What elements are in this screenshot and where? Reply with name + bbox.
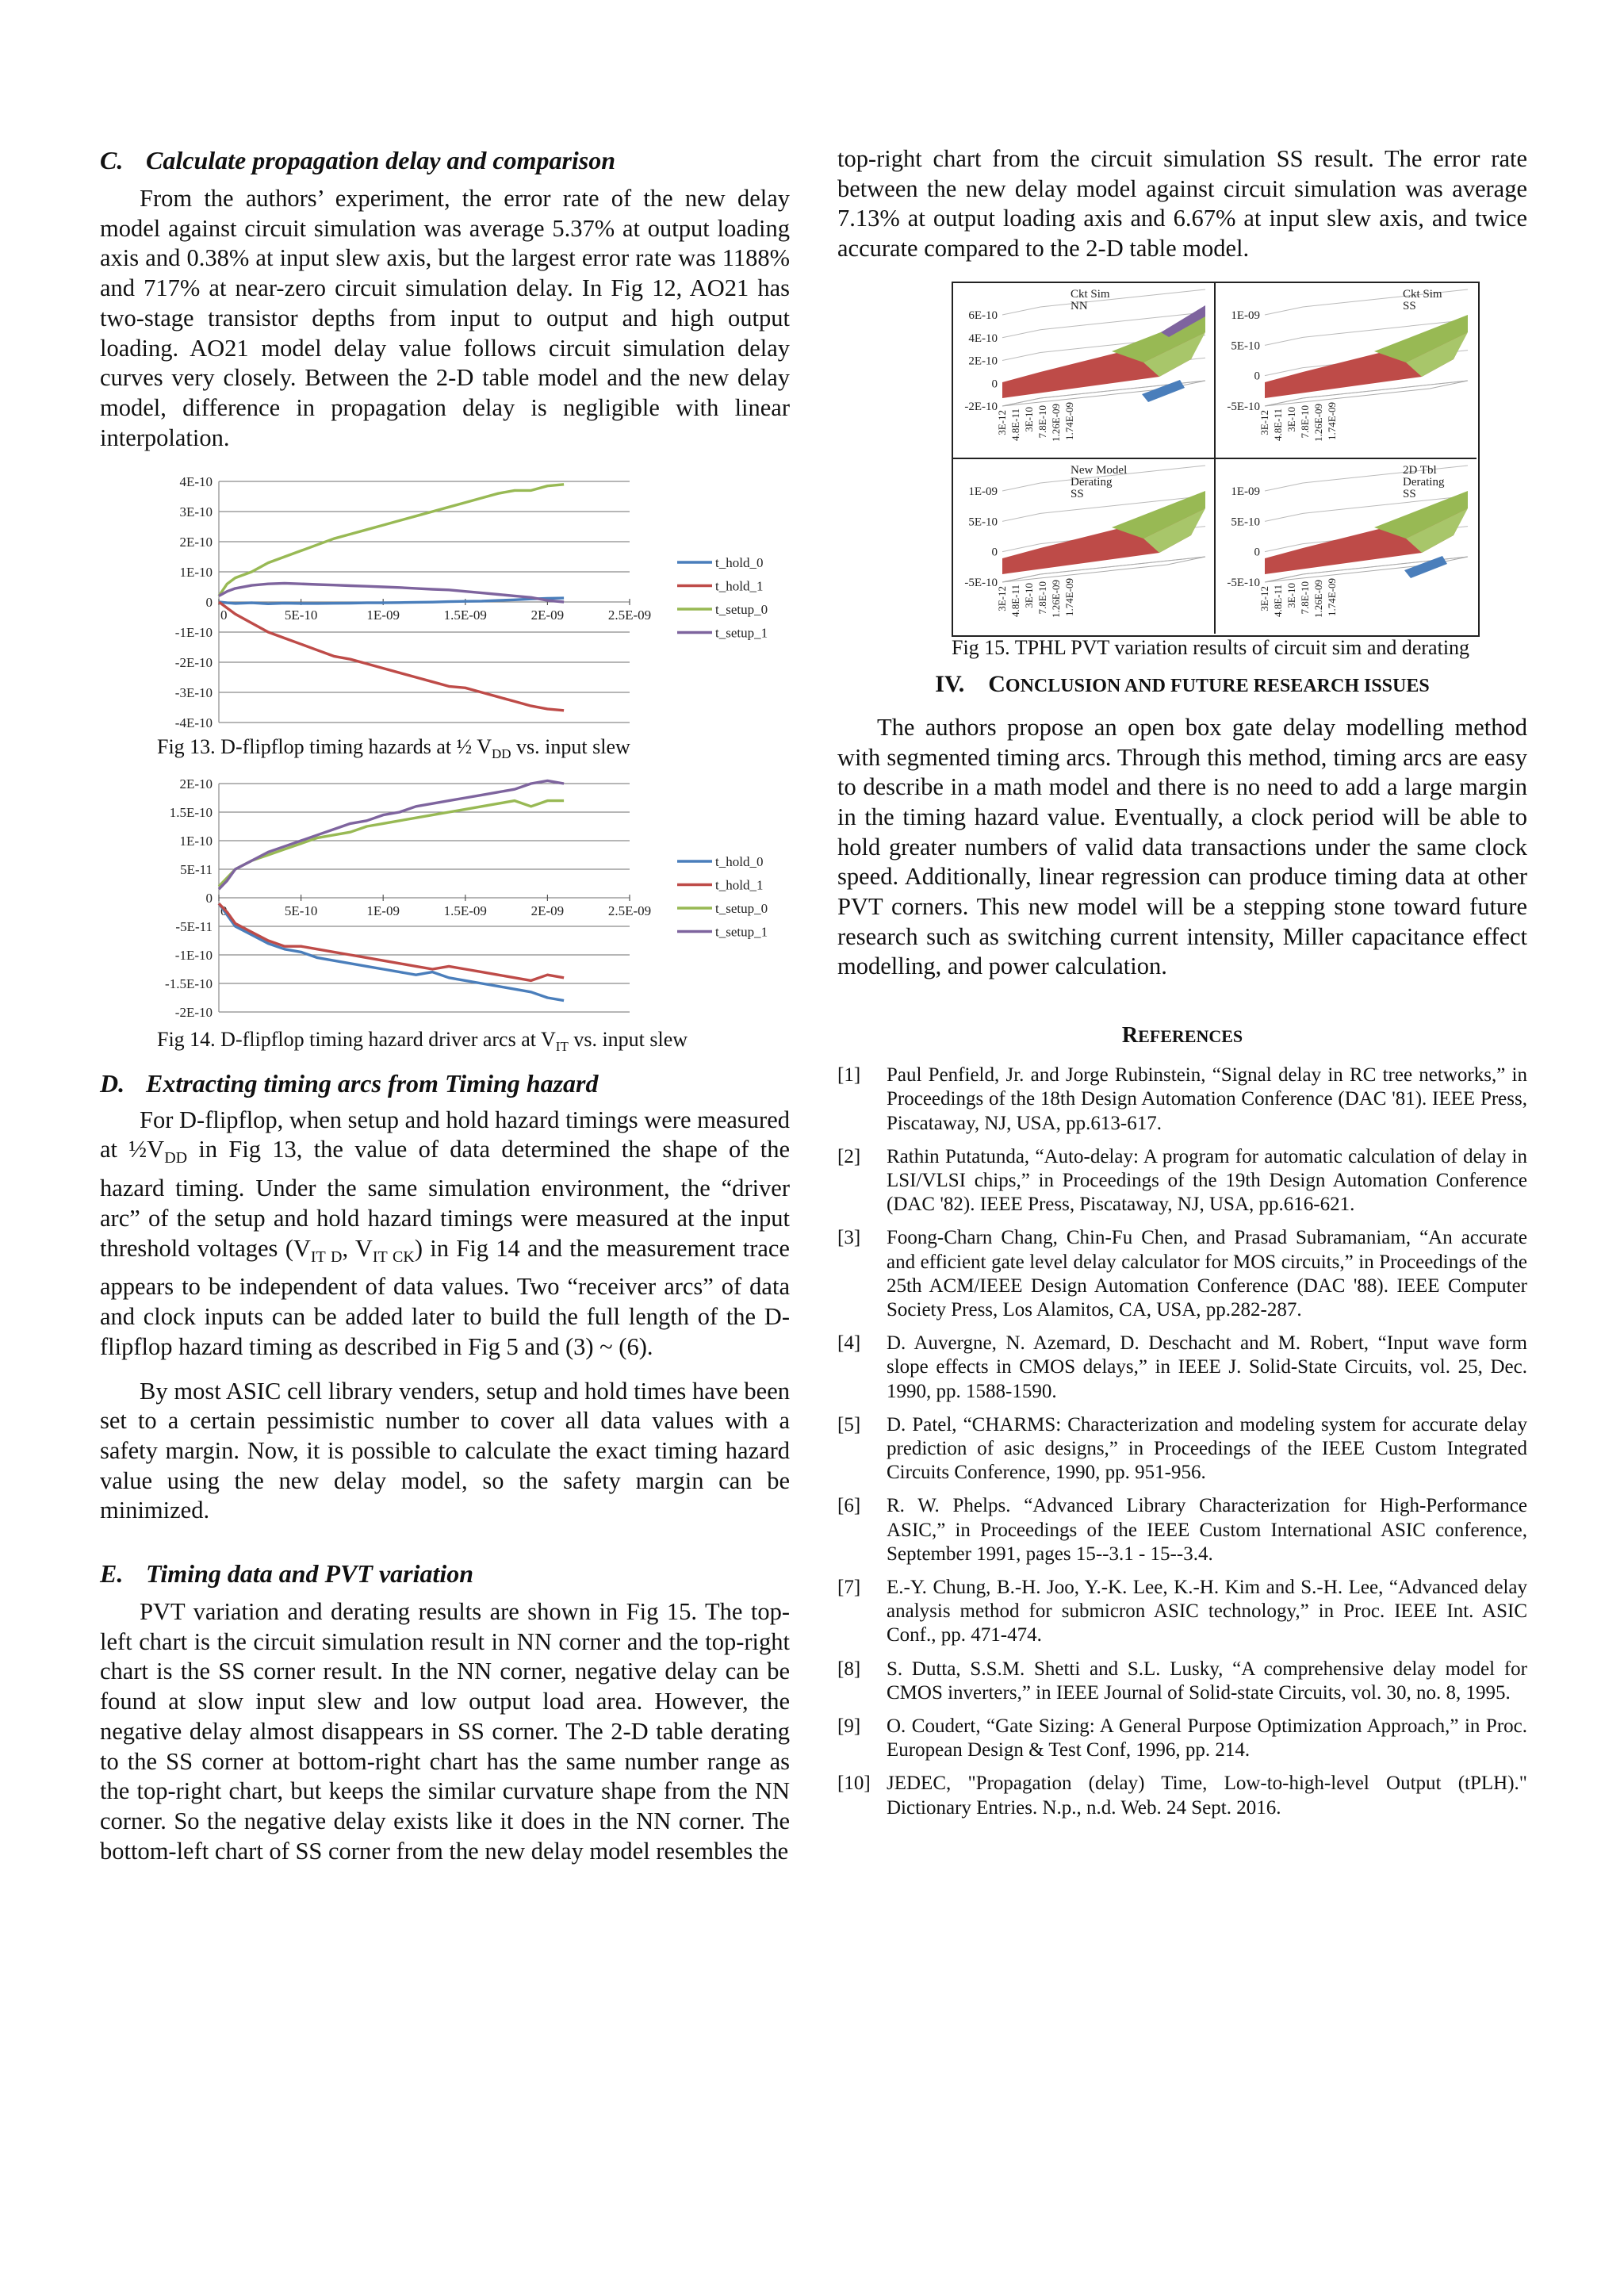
x-tick-label: 1E-09 (366, 608, 400, 623)
z-tick-label: 0 (1254, 370, 1260, 383)
fig15-surface-chart (953, 283, 1214, 458)
fig14-caption-post: vs. input slew (568, 1027, 688, 1051)
x-tick-label: 1.26E-09 (1312, 579, 1324, 618)
reference-number: [5] (837, 1413, 861, 1435)
fig14-caption-text: Fig 14. D-flipflop timing hazard driver arcs at V (157, 1027, 556, 1051)
legend-label: t_setup_1 (715, 924, 768, 940)
z-tick-label: 5E-10 (1231, 339, 1260, 353)
y-tick-label: 3E-10 (179, 504, 213, 520)
fig15-panel (1216, 459, 1477, 634)
z-tick-label: 0 (991, 546, 998, 559)
z-tick-label: 0 (991, 378, 998, 391)
reference-item (837, 1576, 1527, 1648)
legend-label: t_setup_0 (715, 602, 768, 618)
fig15-panel-grid (952, 282, 1480, 637)
x-tick-label: 1.74E-09 (1326, 401, 1338, 440)
x-tick-label: 2.5E-09 (607, 608, 652, 623)
vit-ck-subscript: IT CK (372, 1248, 415, 1266)
wall-gridline (1002, 513, 1040, 521)
x-tick-label: 7.8E-10 (1036, 581, 1048, 615)
wall-gridline (1303, 289, 1468, 307)
x-tick-label: 3E-10 (1285, 406, 1297, 432)
y-tick-label: -5E-11 (175, 918, 213, 934)
y-tick-label: 0 (205, 890, 213, 906)
section-e-continuation: top-right chart from the circuit simulation SS result. The error rate between the new delay model against circuit simulation was average 7.13% at output loading axis and 6.67% at input slew axis, and twice accurate compared to the 2-D table model. (837, 145, 1527, 263)
x-tick-label: 3E-12 (1258, 585, 1270, 611)
fig14-chart (100, 772, 790, 1025)
wall-gridline (1265, 483, 1303, 491)
references-heading (837, 1020, 1527, 1052)
section-d-heading (100, 1068, 790, 1099)
fig15-panel (953, 283, 1216, 459)
vit-d-subscript: IT D (310, 1248, 343, 1266)
reference-item (837, 1715, 1527, 1762)
x-tick-label: 5E-10 (284, 903, 318, 918)
reference-text: R. W. Phelps. “Advanced Library Characterization for High-Performance ASIC,” in Proceedings of the IEEE Custom International ASIC conference, September 1991, pages 15--3.1 - 15--3.4. (887, 1495, 1527, 1565)
wall-gridline (1002, 483, 1040, 491)
z-tick-label: -5E-10 (1227, 400, 1260, 413)
reference-number: [7] (837, 1577, 861, 1598)
series-line-t_setup_0 (219, 485, 564, 596)
panel-title-line2: Derating (1071, 475, 1113, 489)
reference-text: D. Auvergne, N. Azemard, D. Deschacht and M. Robert, “Input wave form slope effects in CMOS delays,” in IEEE J. Solid-State Circuits, vol. 25, Dec. 1990, pp. 1588-1590. (887, 1332, 1527, 1402)
panel-title-line1: 2D Tbl (1403, 463, 1437, 477)
x-tick-label: 1.74E-09 (1326, 577, 1338, 616)
z-tick-label: 1E-09 (1231, 485, 1260, 498)
section-e-number: E. (100, 1559, 124, 1589)
z-tick-label: 5E-10 (1231, 516, 1260, 529)
section-e-title: Timing data and PVT variation (146, 1559, 474, 1589)
x-tick-label: 4.8E-11 (1009, 408, 1021, 441)
y-tick-label: 1E-10 (179, 565, 213, 581)
series-line-t_hold_0 (219, 598, 564, 604)
y-tick-label: -1E-10 (174, 947, 213, 963)
x-tick-label: 1.26E-09 (1050, 579, 1062, 618)
reference-item (837, 1772, 1527, 1819)
legend-label: t_hold_0 (715, 555, 764, 571)
wall-gridline (1002, 307, 1040, 315)
z-tick-label: 1E-09 (1231, 309, 1260, 322)
reference-number: [10] (837, 1773, 871, 1795)
panel-title-line1: Ckt Sim (1071, 287, 1110, 301)
panel-title-line2: NN (1071, 299, 1088, 312)
z-tick-label: -5E-10 (1227, 576, 1260, 589)
section-e-heading (100, 1558, 790, 1589)
fig15-caption: Fig 15. TPHL PVT variation results of circuit sim and derating (952, 635, 1470, 659)
section-c-number: C. (100, 146, 124, 174)
x-tick-label: 4.8E-11 (1272, 408, 1284, 441)
x-tick-label: 4.8E-11 (1272, 584, 1284, 617)
section-iv-title-first: C (988, 670, 1005, 697)
fig14-figure (100, 772, 790, 1060)
reference-item (837, 1226, 1527, 1322)
z-tick-label: 4E-10 (968, 332, 998, 345)
wall-gridline (1002, 330, 1040, 338)
x-tick-label: 4.8E-11 (1009, 584, 1021, 617)
z-tick-label: 5E-10 (968, 516, 998, 529)
x-tick-label: 3E-12 (996, 585, 1008, 611)
y-tick-label: 1.5E-10 (169, 804, 213, 820)
series-line-t_setup_1 (219, 780, 564, 889)
reference-item (837, 1064, 1527, 1136)
section-d-p1-part-c: , V (342, 1234, 373, 1262)
section-d-paragraph-1 (100, 1106, 790, 1363)
x-tick-label: 1.5E-09 (443, 903, 487, 918)
panel-title-line2: SS (1403, 299, 1416, 312)
reference-text: D. Patel, “CHARMS: Characterization and modeling system for accurate delay prediction of asic designs,” in Proceedings of the IEEE Custom Integrated Circuits Conference, 1990, pp. 951-956. (887, 1413, 1527, 1484)
reference-text: Foong-Charn Chang, Chin-Fu Chen, and Prasad Subramaniam, “An accurate and efficient gate level delay calculator for MOS circuits,” in Proceedings of the 25th ACM/IEEE Design Automation Conference (DAC '88). IEEE Computer Society Press, Los Alamitos, CA, USA, pp.282-287. (887, 1227, 1527, 1320)
x-tick-label: 3E-12 (1258, 409, 1270, 435)
reference-item (837, 1145, 1527, 1217)
section-d-title: Extracting timing arcs from Timing hazard (146, 1068, 599, 1098)
reference-text: Rathin Putatunda, “Auto-delay: A program for automatic calculation of delay in LSI/VLSI chips,” in Proceedings of the 19th Design Automation Conference (DAC '82). IEEE Press, Piscataway, NJ, USA, pp.616-621. (887, 1145, 1527, 1216)
x-tick-label: 2.5E-09 (607, 903, 652, 918)
fig15-surface-chart (1216, 283, 1477, 458)
fig15-panel (953, 459, 1216, 634)
section-iv-paragraph: The authors propose an open box gate delay modelling method with segmented timing arcs. Through this method, timing arcs are easy to describe in a math model and there is no need to add a large margin in the timing hazard value. Eventually, a clock period will be able to hold greater numbers of valid data transactions under the same clock speed. Additionally, linear regression can produce timing data at other PVT corners. This new model will be a stepping stone toward future research such as switching current intensity, Miller capacitance effect modelling, and power calculation. (837, 713, 1527, 980)
reference-text: JEDEC, "Propagation (delay) Time, Low-to-high-level Output (tPLH)." Dictionary Entries. N.p., n.d. Web. 24 Sept. 2016. (887, 1773, 1527, 1819)
fig13-caption-text: Fig 13. D-flipflop timing hazards at ½ V (157, 735, 492, 759)
y-tick-label: -1E-10 (174, 625, 213, 641)
reference-text: Paul Penfield, Jr. and Jorge Rubinstein, “Signal delay in RC tree networks,” in Proceedings of the 18th Design Automation Conference (DAC '81). IEEE Press, Piscataway, NJ, USA, pp.613-617. (887, 1064, 1527, 1134)
reference-text: S. Dutta, S.S.M. Shetti and S.L. Lusky, “A comprehensive delay model for CMOS inverters,” in IEEE Journal of Solid-state Circuits, vol. 30, no. 8, 1995. (887, 1658, 1527, 1704)
fig15-panel (1216, 283, 1477, 459)
x-tick-label: 2E-09 (530, 608, 565, 623)
y-tick-label: -2E-10 (174, 1004, 213, 1020)
reference-item (837, 1658, 1527, 1705)
wall-gridline (1265, 337, 1303, 345)
x-tick-label: 1.26E-09 (1050, 403, 1062, 442)
section-iv-number: IV. (935, 670, 965, 697)
vdd-subscript: DD (164, 1149, 188, 1167)
reference-number: [4] (837, 1332, 861, 1355)
x-tick-label: 3E-10 (1023, 582, 1035, 608)
section-d-p1-part-d: ) in Fig 14 and the measurement trace appears to be independent of data values. Two “receiver arcs” of data and clock inputs can be added later to build the full length of the D-flipflop hazard timing as described in Fig 5 and (3) ~ (6). (100, 1234, 790, 1360)
wall-gridline (1002, 352, 1040, 360)
x-tick-label: 0 (220, 608, 228, 623)
section-d-p1-part-b: in Fig 13, the value of data determined the shape of the hazard timing. Under the same simulation environment, the “driver arc” of the setup and hold hazard timings were measured at the input threshold voltages (V (100, 1136, 790, 1262)
legend-label: t_hold_0 (715, 853, 764, 869)
left-column (100, 144, 790, 1866)
reference-item (837, 1332, 1527, 1404)
y-tick-label: -1.5E-10 (165, 976, 213, 991)
section-iv-heading (837, 669, 1527, 702)
x-tick-label: 2E-09 (530, 903, 565, 918)
y-tick-label: 0 (205, 595, 213, 611)
z-tick-label: 6E-10 (968, 309, 998, 322)
x-tick-label: 0 (220, 903, 228, 918)
x-tick-label: 3E-10 (1285, 582, 1297, 608)
fig13-caption-post: vs. input slew (511, 735, 630, 759)
y-tick-label: 1E-10 (179, 833, 213, 849)
reference-list (837, 1064, 1527, 1820)
x-tick-label: 1.74E-09 (1063, 577, 1075, 616)
fig13-figure (100, 464, 790, 767)
y-tick-label: -4E-10 (174, 715, 213, 731)
x-tick-label: 7.8E-10 (1299, 404, 1311, 439)
reference-number: [1] (837, 1064, 861, 1087)
x-tick-label: 1.26E-09 (1312, 403, 1324, 442)
y-tick-label: -3E-10 (174, 685, 213, 701)
section-d-paragraph-2: By most ASIC cell library venders, setup and hold times have been set to a certain pessimistic number to cover all data values with a safety margin. Now, it is possible to calculate the exact timing hazard value using the new delay model, so the safety margin can be minimized. (100, 1377, 790, 1524)
panel-title-line1: New Model (1071, 463, 1128, 477)
z-tick-label: 2E-10 (968, 355, 998, 368)
legend-label: t_hold_1 (715, 877, 764, 893)
y-tick-label: 2E-10 (179, 776, 213, 792)
panel-title-line3: SS (1403, 487, 1416, 500)
references-title-rest: EFERENCES (1138, 1026, 1243, 1047)
section-iv-title-rest: ONCLUSION AND FUTURE RESEARCH ISSUES (1005, 675, 1430, 696)
reference-text: E.-Y. Chung, B.-H. Joo, Y.-K. Lee, K.-H. Kim and S.-H. Lee, “Advanced delay analysis method for submicron ASIC technology,” in Proc. IEEE Int. ASIC Conf., pp. 471-474. (887, 1577, 1527, 1646)
legend-label: t_hold_1 (715, 578, 764, 594)
wall-gridline (1265, 513, 1303, 521)
fig14-caption (100, 1027, 790, 1060)
reference-number: [2] (837, 1145, 861, 1167)
references-title-first: R (1121, 1023, 1139, 1048)
x-tick-label: 5E-10 (284, 608, 318, 623)
section-c-title: Calculate propagation delay and comparison (146, 146, 616, 174)
panel-title-line3: SS (1071, 487, 1084, 500)
reference-number: [3] (837, 1227, 861, 1249)
z-tick-label: -5E-10 (964, 576, 998, 589)
z-tick-label: 1E-09 (968, 485, 998, 498)
section-c-heading (100, 144, 790, 176)
panel-title-line2: Derating (1403, 475, 1445, 489)
x-tick-label: 1.5E-09 (443, 608, 487, 623)
z-tick-label: -2E-10 (964, 400, 998, 413)
fig13-chart (100, 464, 790, 734)
x-tick-label: 3E-12 (996, 409, 1008, 435)
x-tick-label: 1E-09 (366, 903, 400, 918)
fig13-caption-sub: DD (491, 746, 511, 762)
wall-gridline (1040, 289, 1205, 307)
fig15-figure (837, 282, 1527, 659)
x-tick-label: 7.8E-10 (1036, 404, 1048, 439)
y-tick-label: 5E-11 (180, 861, 213, 877)
x-tick-label: 3E-10 (1023, 406, 1035, 432)
legend-label: t_setup_1 (715, 625, 768, 641)
reference-item (837, 1413, 1527, 1485)
reference-number: [6] (837, 1495, 861, 1517)
z-tick-label: 0 (1254, 546, 1260, 559)
section-d-p1-part-a: For D-flipflop, when setup and hold hazard timings were measured at ½V (100, 1106, 790, 1163)
legend-label: t_setup_0 (715, 900, 768, 916)
x-tick-label: 1.74E-09 (1063, 401, 1075, 440)
fig15-surface-chart (1216, 459, 1477, 634)
y-tick-label: -2E-10 (174, 655, 213, 671)
y-tick-label: 4E-10 (179, 474, 213, 490)
section-e-paragraph: PVT variation and derating results are shown in Fig 15. The top-left chart is the circuit simulation result in NN corner and the top-right chart is the SS corner result. In the NN corner, negative delay can be found at slow input slew and low output load area. However, the negative delay almost disappears in SS corner. The 2-D table derating to the SS corner at bottom-right chart has the same number range as the top-right chart, but keeps the similar curvature shape from the NN corner. So the negative delay exists like it does in the NN corner. The bottom-left chart of SS corner from the new delay model resembles the (100, 1598, 790, 1865)
panel-title-line1: Ckt Sim (1403, 287, 1442, 301)
x-tick-label: 7.8E-10 (1299, 581, 1311, 615)
fig13-caption (100, 734, 790, 767)
fig14-caption-sub: IT (555, 1038, 569, 1054)
wall-gridline (1265, 307, 1303, 315)
reference-text: O. Coudert, “Gate Sizing: A General Purpose Optimization Approach,” in Proc. European Design & Test Conf, 1996, pp. 214. (887, 1715, 1527, 1761)
fig15-surface-chart (953, 459, 1214, 634)
section-c-paragraph: From the authors’ experiment, the error rate of the new delay model against circuit simulation was average 5.37% at output loading axis and 0.38% at input slew axis, but the largest error rate was 1188% and 717% at near-zero circuit simulation delay. In Fig 12, AO21 has two-stage transistor depths from input to output and high output loading. AO21 model delay value follows circuit simulation delay curves very closely. Between the 2-D table model and the new delay model, difference in propagation delay is negligible with linear interpolation. (100, 185, 790, 451)
right-column (837, 144, 1527, 1830)
y-tick-label: 2E-10 (179, 535, 213, 550)
reference-item (837, 1494, 1527, 1566)
section-d-number: D. (100, 1068, 125, 1098)
reference-number: [8] (837, 1658, 861, 1680)
reference-number: [9] (837, 1715, 861, 1738)
